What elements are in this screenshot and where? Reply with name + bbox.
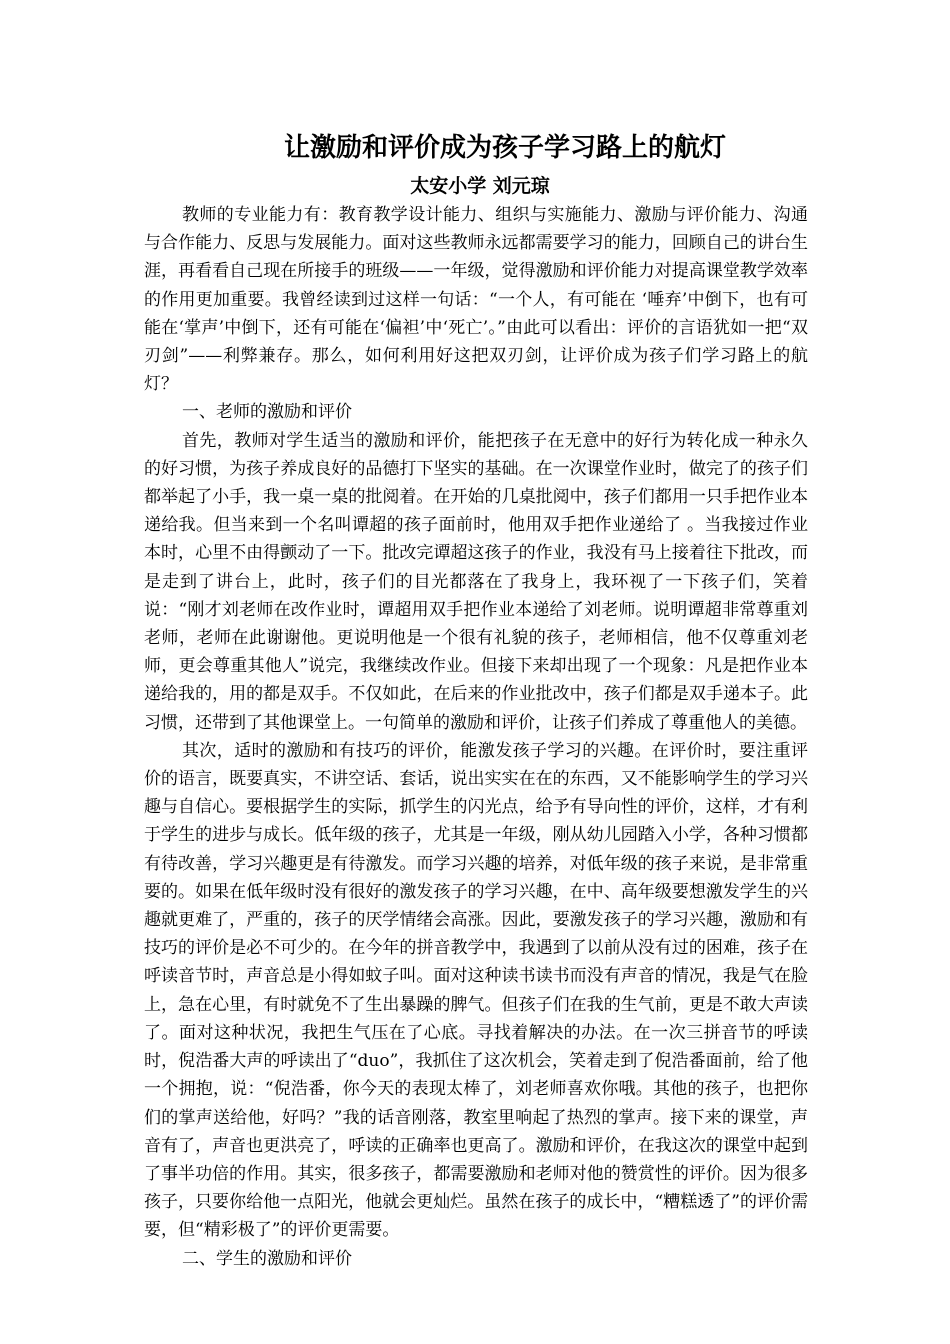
paragraph-second: 其次，适时的激励和有技巧的评价，能激发孩子学习的兴趣。在评价时，要注重评价的语言，既要真实，不讲空话、套话，说出实实在在的东西，又不能影响学生的学习兴趣与自信心。要根据学生的实际，抓学生的闪光点，给予有导向性的评价，这样，才有利于学生的进步与成长。低年级的孩子，尤其是一年级，刚从幼儿园踏入小学，各种习惯都有待改善，学习兴趣更是有待激发。而学习兴趣的培养，对低年级的孩子来说，是非常重要的。如果在低年级时没有很好的激发孩子的学习兴趣，在中、高年级要想激发学生的兴趣就更难了，严重的，孩子的厌学情绪会高涨。因此，要激发孩子的学习兴趣，激励和有技巧的评价是必不可少的。在今年的拼音教学中，我遇到了以前从没有过的困难，孩子在呼读音节时，声音总是小得如蚊子叫。面对这种读书读书而没有声音的情况，我是气在脸上，急在心里，有时就免不了生出暴躁的脾气。但孩子们在我的生气前，更是不敢大声读了。面对这种状况，我把生气压在了心底。寻找着解决的办法。在一次三拼音节的呼读时，倪浩番大声的呼读出了“duo”，我抓住了这次机会，笑着走到了倪浩番面前，给了他一个拥抱，说：“倪浩番，你今天的表现太棒了，刘老师喜欢你哦。其他的孩子，也把你们的掌声送给他，好吗？”我的话音刚落，教室里响起了热烈的掌声。接下来的课堂，声音有了，声音也更洪亮了，呼读的正确率也更高了。激励和评价，在我这次的课堂中起到了事半功倍的作用。其实，很多孩子，都需要激励和老师对他的赞赏性的评价。因为很多孩子，只要你给他一点阳光，他就会更灿烂。虽然在孩子的成长中，“糟糕透了”的评价需要，但“精彩极了”的评价更需要。 (144, 740, 808, 1241)
document-body (144, 201, 808, 1273)
document-title: 让激励和评价成为孩子学习路上的航灯 (283, 133, 726, 163)
paragraph-intro: 教师的专业能力有：教育教学设计能力、组织与实施能力、激励与评价能力、沟通与合作能力、反思与发展能力。面对这些教师永远都需要学习的能力，回顾自己的讲台生涯，再看看自己现在所接手的班级——一年级，觉得激励和评价能力对提高课堂教学效率的作用更加重要。我曾经读到过这样一句话：“一个人，有可能在 ‘唾弃’中倒下，也有可能在‘掌声’中倒下，还有可能在‘偏袒’中‘死亡’。”由此可以看出：评价的言语犹如一把“双刃剑”——利弊兼存。那么，如何利用好这把双刃剑，让评价成为孩子们学习路上的航灯？ (144, 205, 808, 395)
section-heading-1: 一、老师的激励和评价 (182, 402, 352, 423)
section-heading-2: 二、学生的激励和评价 (182, 1248, 352, 1269)
document-author: 太安小学 刘元琼 (410, 175, 550, 197)
paragraph-first: 首先，教师对学生适当的激励和评价，能把孩子在无意中的好行为转化成一种永久的好习惯，为孩子养成良好的品德打下坚实的基础。在一次课堂作业时，做完了的孩子们都举起了小手，我一桌一桌的批阅着。在开始的几桌批阅中，孩子们都用一只手把作业本递给我。但当来到一个名叫谭超的孩子面前时，他用双手把作业递给了 。当我接过作业本时，心里不由得颤动了一下。批改完谭超这孩子的作业，我没有马上接着往下批改，而是走到了讲台上，此时，孩子们的目光都落在了我身上，我环视了一下孩子们，笑着说：“刚才刘老师在改作业时，谭超用双手把作业本递给了刘老师。说明谭超非常尊重刘老师，老师在此谢谢他。更说明他是一个很有礼貌的孩子，老师相信，他不仅尊重刘老师，更会尊重其他人”说完，我继续改作业。但接下来却出现了一个现象：凡是把作业本递给我的，用的都是双手。不仅如此，在后来的作业批改中，孩子们都是双手递本子。此习惯，还带到了其他课堂上。一句简单的激励和评价，让孩子们养成了尊重他人的美德。 (144, 430, 808, 733)
